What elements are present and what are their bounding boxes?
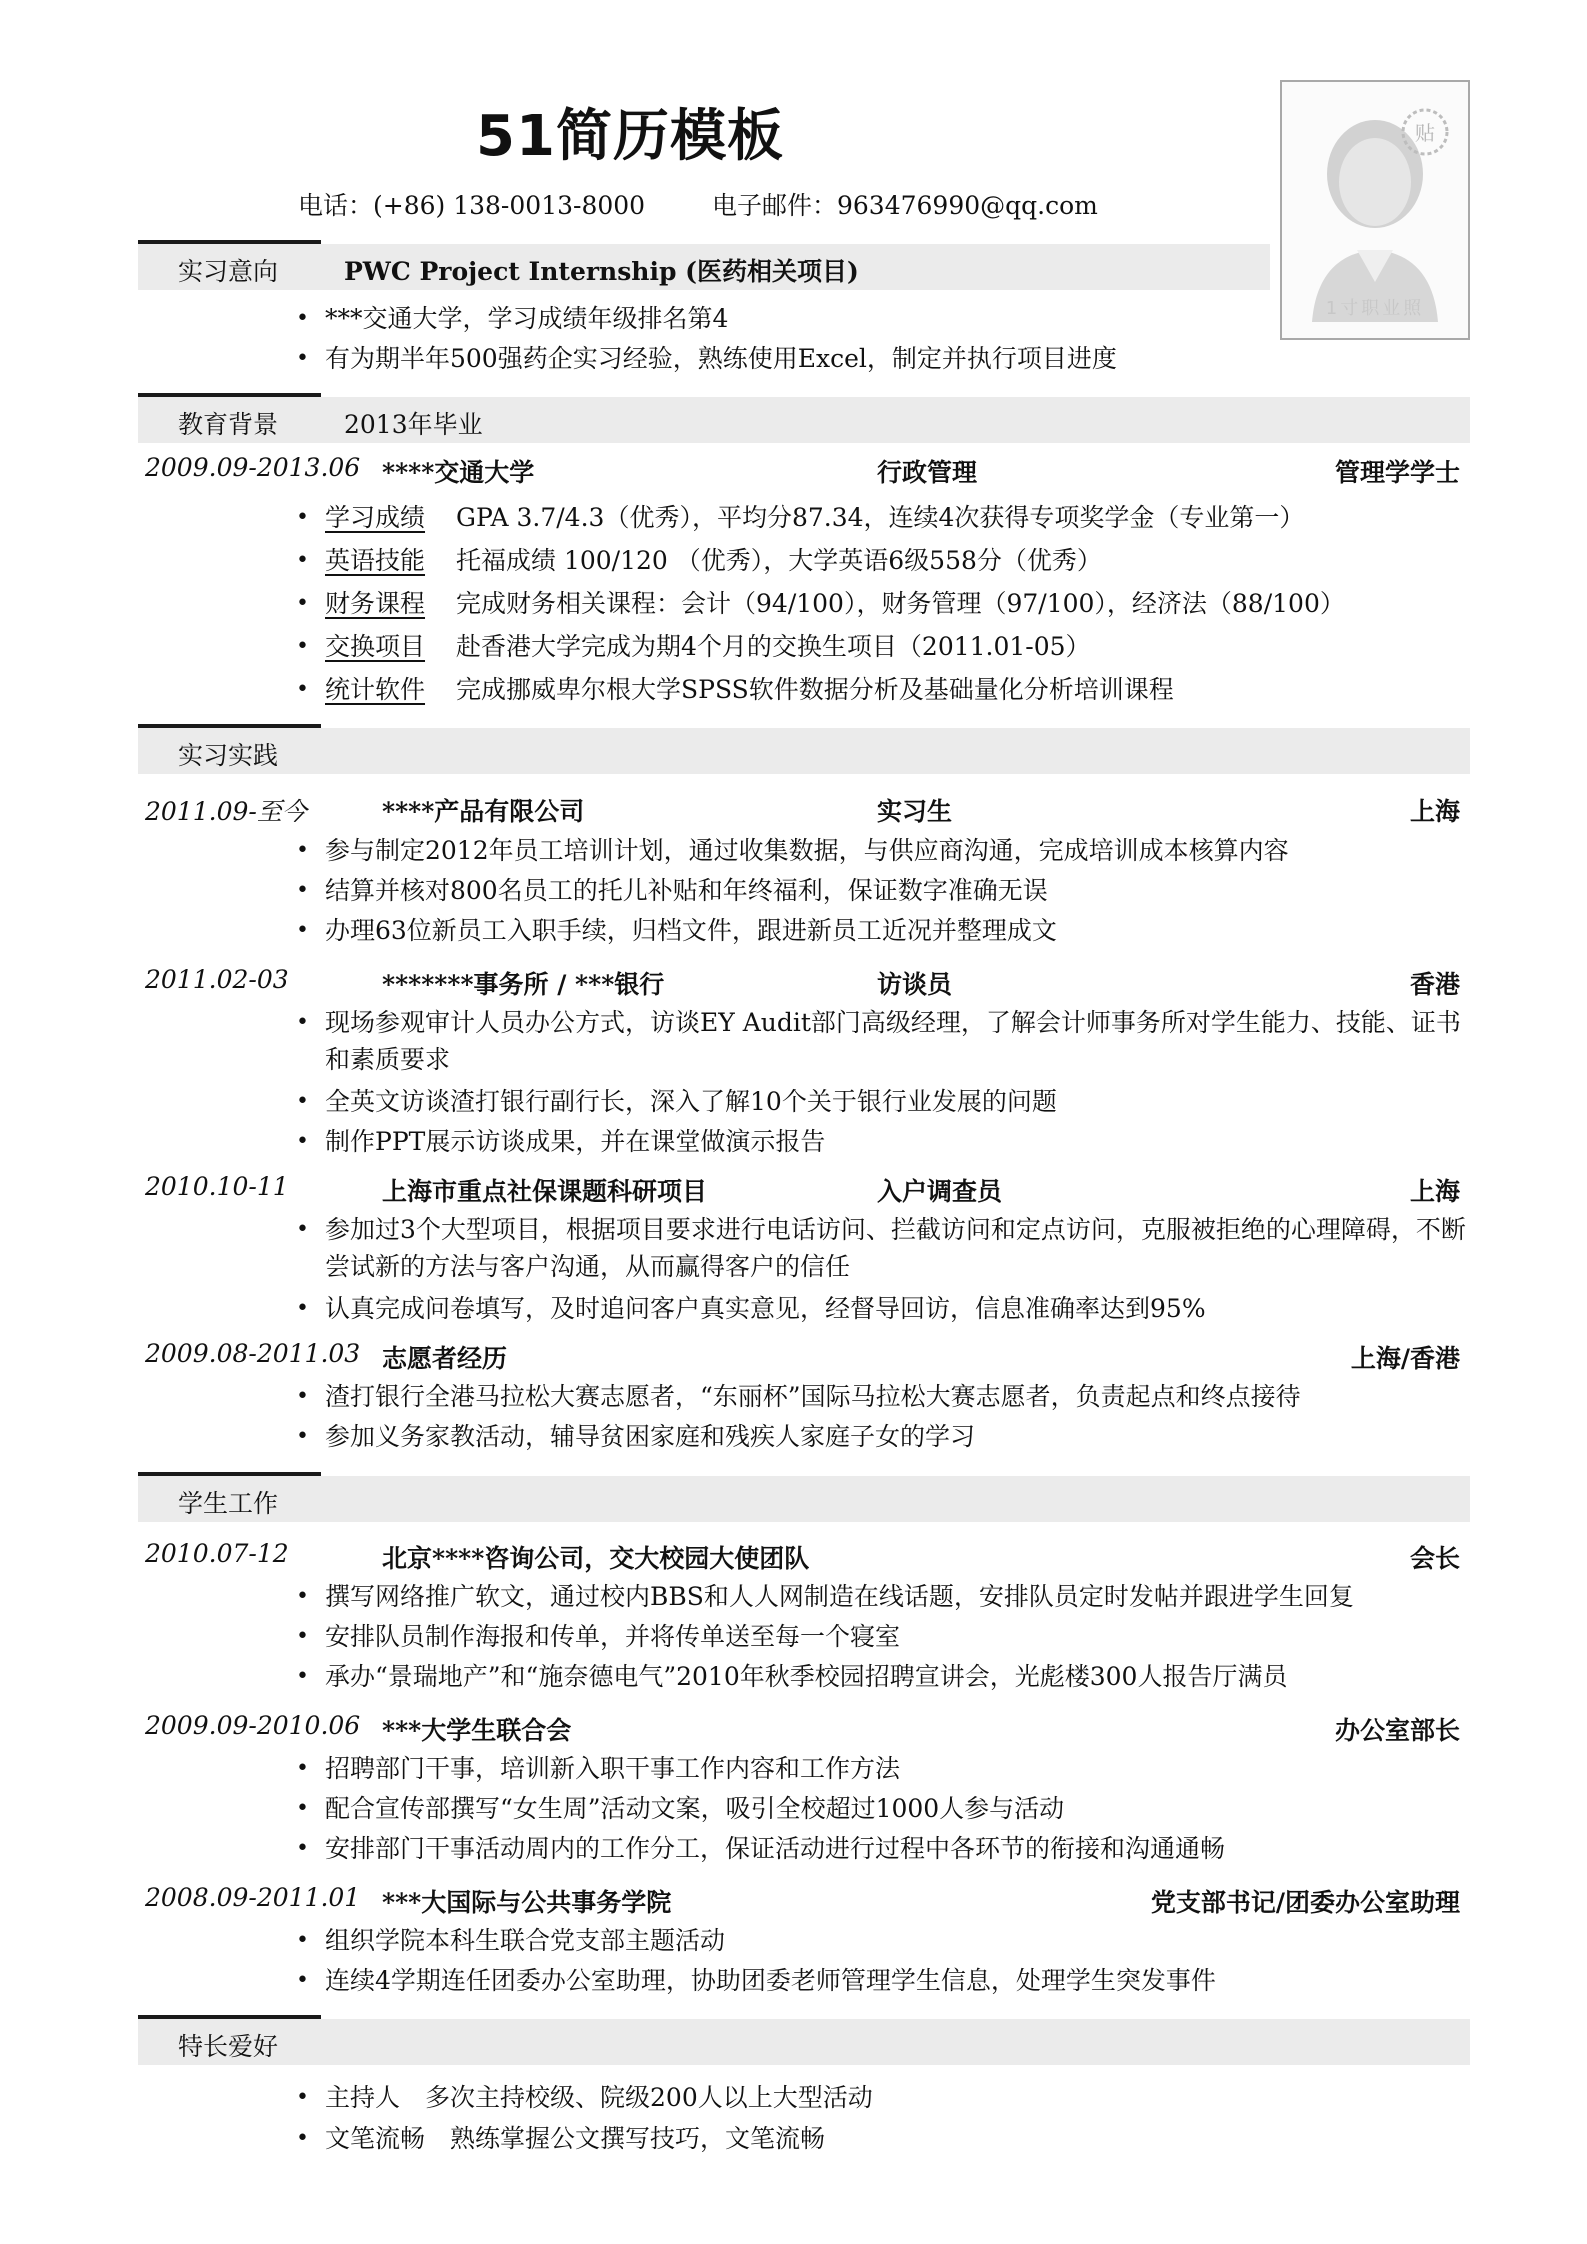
bullet-icon: •	[296, 1796, 309, 1821]
section-student-work	[138, 1476, 1470, 1522]
education-item	[296, 628, 1091, 665]
bullet-icon: •	[296, 591, 309, 616]
list-item: • ***交通大学，学习成绩年级排名第4	[325, 300, 1475, 337]
list-item: • 制作PPT展示访谈成果，并在课堂做演示报告	[325, 1123, 1475, 1160]
education-item-text: 托福成绩 100/120 （优秀），大学英语6级558分（优秀）	[456, 546, 1102, 575]
list-item: • 现场参观审计人员办公方式，访谈EY Audit部门高级经理，了解会计师事务所对学生能力、技能、证书和素质要求	[325, 1004, 1475, 1078]
entry-role: 入户调查员	[877, 1177, 1003, 1206]
entry-header-row	[145, 792, 1460, 826]
entry-header-row	[145, 1172, 1460, 1206]
list-item: • 结算并核对800名员工的托儿补贴和年终福利，保证数字准确无误	[325, 872, 1475, 909]
bullet-icon: •	[296, 1624, 309, 1649]
list-item: • 认真完成问卷填写，及时追问客户真实意见，经督导回访，信息准确率达到95%	[325, 1290, 1475, 1327]
education-item-text: GPA 3.7/4.3（优秀），平均分87.34，连续4次获得专项奖学金（专业第一）	[456, 503, 1305, 532]
education-item-text: 赴香港大学完成为期4个月的交换生项目（2011.01-05）	[456, 632, 1091, 661]
email-text: 电子邮件：963476990@qq.com	[712, 191, 1098, 220]
bullet-icon: •	[296, 1836, 309, 1861]
bullet-icon: •	[296, 1664, 309, 1689]
section-subtitle: 2013年毕业	[344, 410, 483, 439]
bullet-icon: •	[296, 1928, 309, 1953]
education-item-label: 统计软件	[325, 675, 426, 704]
entry-degree: 管理学学士	[1334, 458, 1460, 487]
bullet-icon: •	[296, 1010, 309, 1035]
entry-place: 上海	[1409, 1177, 1460, 1206]
section-tab-bar	[138, 240, 321, 244]
bullet-icon: •	[296, 878, 309, 903]
entry-org: ***大学生联合会	[382, 1716, 572, 1745]
list-item: • 有为期半年500强药企实习经验，熟练使用Excel，制定并执行项目进度	[325, 340, 1475, 377]
entry-place: 党支部书记/团委办公室助理	[1150, 1888, 1460, 1917]
entry-header-row	[145, 1883, 1460, 1917]
bullet-icon: •	[296, 1384, 309, 1409]
resume-title: 51简历模板	[476, 104, 784, 169]
section-tab-bar	[138, 2015, 321, 2019]
list-item: • 办理63位新员工入职手续，归档文件，跟进新员工近况并整理成文	[325, 912, 1475, 949]
education-item	[296, 499, 1305, 536]
list-item: • 承办“景瑞地产”和“施奈德电气”2010年秋季校园招聘宣讲会，光彪楼300人报告厅满员	[325, 1658, 1475, 1695]
entry-org: ****产品有限公司	[382, 797, 585, 826]
bullet-icon: •	[296, 1089, 309, 1114]
entry-place: 办公室部长	[1334, 1716, 1460, 1745]
bullet-icon: •	[296, 2085, 309, 2110]
education-item-label: 学习成绩	[325, 503, 426, 532]
bullet-icon: •	[296, 306, 309, 331]
bullet-icon: •	[296, 2126, 309, 2151]
section-title: 实习意向	[178, 257, 279, 286]
list-item: • 全英文访谈渣打银行副行长，深入了解10个关于银行业发展的问题	[325, 1083, 1475, 1120]
section-education	[138, 397, 1470, 443]
bullet-icon: •	[296, 918, 309, 943]
section-title: 教育背景	[178, 410, 279, 439]
bullet-icon: •	[296, 838, 309, 863]
education-item	[296, 585, 1345, 622]
entry-role: 实习生	[877, 797, 953, 826]
entry-org: *******事务所 / ***银行	[382, 970, 665, 999]
bullet-icon: •	[296, 634, 309, 659]
bullet-icon: •	[296, 1217, 309, 1242]
entry-place: 上海/香港	[1350, 1344, 1460, 1373]
bullet-icon: •	[296, 505, 309, 530]
section-practice	[138, 728, 1470, 774]
bullet-icon: •	[296, 1968, 309, 1993]
section-tab-bar	[138, 724, 321, 728]
section-hobbies	[138, 2019, 1470, 2065]
entry-header-row	[145, 965, 1460, 999]
list-item: • 配合宣传部撰写“女生周”活动文案，吸引全校超过1000人参与活动	[325, 1790, 1475, 1827]
entry-org: ***大国际与公共事务学院	[382, 1888, 672, 1917]
education-item	[296, 671, 1174, 708]
entry-date: 2010.07-12	[145, 1539, 289, 1568]
education-item-label: 交换项目	[325, 632, 426, 661]
entry-date: 2009.09-2013.06	[145, 453, 361, 482]
list-item: • 主持人 多次主持校级、院级200人以上大型活动	[325, 2079, 1475, 2116]
entry-org: 上海市重点社保课题科研项目	[382, 1177, 708, 1206]
list-item: • 参加义务家教活动，辅导贫困家庭和残疾人家庭子女的学习	[325, 1418, 1475, 1455]
phone-text: 电话：(+86) 138-0013-8000	[298, 191, 646, 220]
bullet-icon: •	[296, 1756, 309, 1781]
entry-date: 2009.09-2010.06	[145, 1711, 361, 1740]
bullet-icon: •	[296, 677, 309, 702]
education-header-row	[145, 453, 1460, 487]
entry-major: 行政管理	[877, 458, 978, 487]
bullet-icon: •	[296, 1424, 309, 1449]
education-item-label: 财务课程	[325, 589, 426, 618]
entry-place: 香港	[1409, 970, 1460, 999]
bullet-icon: •	[296, 1296, 309, 1321]
list-item: • 参加过3个大型项目，根据项目要求进行电话访问、拦截访问和定点访问，克服被拒绝的心理障碍，不断尝试新的方法与客户沟通，从而赢得客户的信任	[325, 1211, 1475, 1285]
list-item: • 安排队员制作海报和传单，并将传单送至每一个寝室	[325, 1618, 1475, 1655]
entry-date: 2010.10-11	[145, 1172, 289, 1201]
entry-org: 志愿者经历	[382, 1344, 508, 1373]
entry-org: 北京****咨询公司，交大校园大使团队	[382, 1544, 810, 1573]
entry-header-row	[145, 1539, 1460, 1573]
photo-caption: 1寸职业照	[1325, 298, 1425, 319]
entry-date: 2008.09-2011.01	[145, 1883, 361, 1912]
entry-date: 2011.02-03	[145, 965, 289, 994]
photo-stamp: 贴	[1415, 121, 1435, 145]
education-item-text: 完成挪威卑尔根大学SPSS软件数据分析及基础量化分析培训课程	[456, 675, 1174, 704]
education-item-text: 完成财务相关课程：会计（94/100），财务管理（97/100），经济法（88/100）	[456, 589, 1345, 618]
education-item	[296, 542, 1102, 579]
bullet-icon: •	[296, 1584, 309, 1609]
education-item-label: 英语技能	[325, 546, 426, 575]
list-item: • 安排部门干事活动周内的工作分工，保证活动进行过程中各环节的衔接和沟通通畅	[325, 1830, 1475, 1867]
section-title: 特长爱好	[178, 2032, 279, 2061]
list-item: • 渣打银行全港马拉松大赛志愿者，“东丽杯”国际马拉松大赛志愿者，负责起点和终点接待	[325, 1378, 1475, 1415]
list-item: • 连续4学期连任团委办公室助理，协助团委老师管理学生信息，处理学生突发事件	[325, 1962, 1475, 1999]
section-subtitle: PWC Project Internship (医药相关项目)	[344, 257, 859, 286]
list-item: • 文笔流畅 熟练掌握公文撰写技巧，文笔流畅	[325, 2120, 1475, 2157]
entry-place: 会长	[1409, 1544, 1460, 1573]
section-tab-bar	[138, 1472, 321, 1476]
bullet-icon: •	[296, 1129, 309, 1154]
entry-date: 2011.09-至今	[145, 797, 307, 826]
entry-place: 上海	[1409, 797, 1460, 826]
entry-school: ****交通大学	[382, 458, 535, 487]
entry-role: 访谈员	[877, 970, 953, 999]
entry-header-row	[145, 1711, 1460, 1745]
bullet-icon: •	[296, 548, 309, 573]
list-item: • 撰写网络推广软文，通过校内BBS和人人网制造在线话题，安排队员定时发帖并跟进学生回复	[325, 1578, 1475, 1615]
bullet-icon: •	[296, 346, 309, 371]
list-item: • 参与制定2012年员工培训计划，通过收集数据，与供应商沟通，完成培训成本核算内容	[325, 832, 1475, 869]
entry-header-row	[145, 1339, 1460, 1373]
section-title: 实习实践	[178, 741, 279, 770]
section-title: 学生工作	[178, 1489, 279, 1518]
list-item: • 组织学院本科生联合党支部主题活动	[325, 1922, 1475, 1959]
entry-date: 2009.08-2011.03	[145, 1339, 361, 1368]
section-tab-bar	[138, 393, 321, 397]
section-internship-intent	[138, 244, 1270, 290]
list-item: • 招聘部门干事，培训新入职干事工作内容和工作方法	[325, 1750, 1475, 1787]
